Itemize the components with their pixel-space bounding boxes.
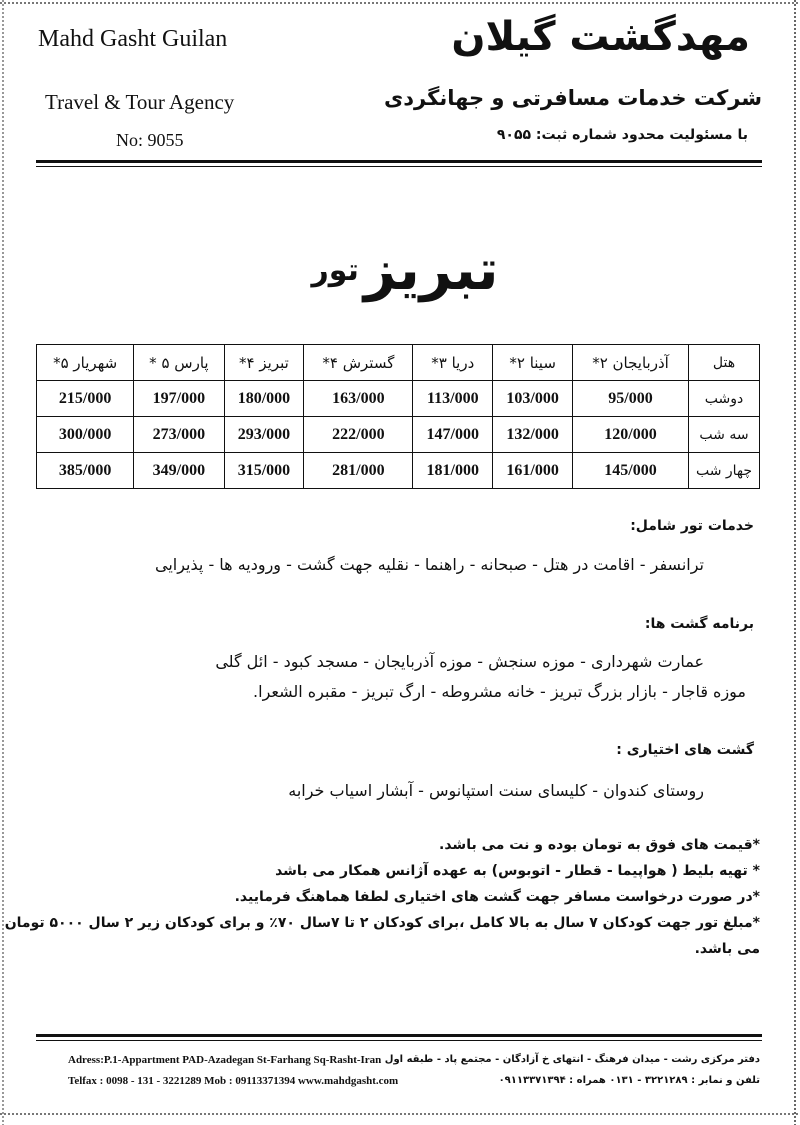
price-cell: 181/000 bbox=[413, 453, 493, 489]
price-cell: 180/000 bbox=[224, 381, 304, 417]
company-subtitle-en: Travel & Tour Agency bbox=[45, 90, 235, 114]
company-name-en: Mahd Gasht Guilan bbox=[38, 26, 228, 52]
notes-list bbox=[0, 832, 760, 962]
price-cell: 293/000 bbox=[224, 417, 304, 453]
tour-title bbox=[0, 238, 800, 303]
header-divider-thick bbox=[36, 160, 762, 163]
price-cell: 385/000 bbox=[37, 453, 134, 489]
services-title: خدمات تور شامل: bbox=[630, 518, 754, 534]
price-cell: 222/000 bbox=[304, 417, 413, 453]
footer-contact-en: Telfax : 0098 - 131 - 3221289 Mob : 09113371394 www.mahdgasht.com bbox=[68, 1075, 399, 1087]
table-header-row bbox=[37, 345, 760, 381]
row-label: سه شب bbox=[689, 417, 760, 453]
price-cell: 349/000 bbox=[134, 453, 224, 489]
table-header-cell: آذربایجان ۲* bbox=[573, 345, 689, 381]
border-right bbox=[794, 0, 796, 1125]
table-row bbox=[37, 453, 760, 489]
price-cell: 273/000 bbox=[134, 417, 224, 453]
price-table bbox=[36, 344, 760, 489]
table-header-cell: هتل bbox=[689, 345, 760, 381]
header-divider-thin bbox=[36, 166, 762, 167]
optional-title: گشت های اختیاری : bbox=[616, 742, 754, 758]
program-line-1: عمارت شهرداری - موزه سنجش - موزه آذربایجان - مسجد کبود - ائل گلی bbox=[215, 652, 704, 671]
table-row bbox=[37, 417, 760, 453]
row-label: چهار شب bbox=[689, 453, 760, 489]
note-item: *مبلغ تور جهت کودکان ۷ سال به بالا کامل ،برای کودکان ۲ تا ۷سال ۷۰٪ و برای کودکان زیر ۲ سال ۵۰۰۰ تومان می باشد. bbox=[4, 915, 760, 957]
price-cell: 147/000 bbox=[413, 417, 493, 453]
note-item: *در صورت درخواست مسافر جهت گشت های اختیاری لطفا هماهنگ فرمایید. bbox=[234, 889, 760, 905]
price-cell: 163/000 bbox=[304, 381, 413, 417]
table-row bbox=[37, 381, 760, 417]
price-cell: 103/000 bbox=[493, 381, 573, 417]
tour-title-main: تبریز bbox=[363, 238, 499, 303]
table-header-cell: گسترش ۴* bbox=[304, 345, 413, 381]
price-cell: 161/000 bbox=[493, 453, 573, 489]
optional-line: روستای کندوان - کلیسای سنت استپانوس - آبشار اسیاب خرابه bbox=[288, 781, 704, 800]
footer-address-fa: دفتر مرکزی رشت - میدان فرهنگ - انتهای خ آزادگان - مجتمع پاد - طبقه اول bbox=[384, 1054, 760, 1065]
registration-number-en: No: 9055 bbox=[116, 130, 184, 150]
company-subtitle-fa: شرکت خدمات مسافرتی و جهانگردی bbox=[384, 86, 762, 110]
price-cell: 132/000 bbox=[493, 417, 573, 453]
footer-address-en: Adress:P.1-Appartment PAD-Azadegan St-Farhang Sq-Rasht-Iran bbox=[68, 1054, 382, 1066]
program-title: برنامه گشت ها: bbox=[644, 616, 754, 632]
registration-fa: با مسئولیت محدود شماره ثبت: ۹۰۵۵ bbox=[496, 127, 748, 143]
price-cell: 145/000 bbox=[573, 453, 689, 489]
table-header-cell: شهریار ۵* bbox=[37, 345, 134, 381]
table-header-cell: سینا ۲* bbox=[493, 345, 573, 381]
services-line: ترانسفر - اقامت در هتل - صبحانه - راهنما - نقلیه جهت گشت - ورودیه ها - پذیرایی bbox=[154, 555, 704, 574]
program-line-2: موزه قاجار - بازار بزرگ تبریز - خانه مشروطه - ارگ تبریز - مقبره الشعرا. bbox=[253, 682, 746, 701]
footer-divider-thick bbox=[36, 1034, 762, 1037]
price-cell: 281/000 bbox=[304, 453, 413, 489]
border-top bbox=[0, 2, 800, 4]
border-bottom bbox=[0, 1113, 800, 1115]
note-item: *قیمت های فوق به تومان بوده و نت می باشد. bbox=[439, 837, 760, 853]
price-cell: 300/000 bbox=[37, 417, 134, 453]
table-header-cell: دریا ۳* bbox=[413, 345, 493, 381]
price-cell: 120/000 bbox=[573, 417, 689, 453]
row-label: دوشب bbox=[689, 381, 760, 417]
price-cell: 113/000 bbox=[413, 381, 493, 417]
tour-title-prefix: تور bbox=[311, 253, 359, 288]
footer-divider-thin bbox=[36, 1040, 762, 1041]
price-cell: 197/000 bbox=[134, 381, 224, 417]
price-cell: 95/000 bbox=[573, 381, 689, 417]
table-header-cell: تبریز ۴* bbox=[224, 345, 304, 381]
price-cell: 215/000 bbox=[37, 381, 134, 417]
table-header-cell: پارس ۵ * bbox=[134, 345, 224, 381]
footer-contact-fa: تلفن و نمابر : ۳۲۲۱۲۸۹ - ۰۱۳۱ همراه : ۰۹۱۱۳۳۷۱۳۹۴ bbox=[498, 1075, 760, 1086]
price-cell: 315/000 bbox=[224, 453, 304, 489]
note-item: * تهیه بلیط ( هواپیما - قطار - اتوبوس) به عهده آژانس همکار می باشد bbox=[275, 863, 760, 879]
company-name-fa: مهدگشت گیلان bbox=[451, 14, 750, 60]
